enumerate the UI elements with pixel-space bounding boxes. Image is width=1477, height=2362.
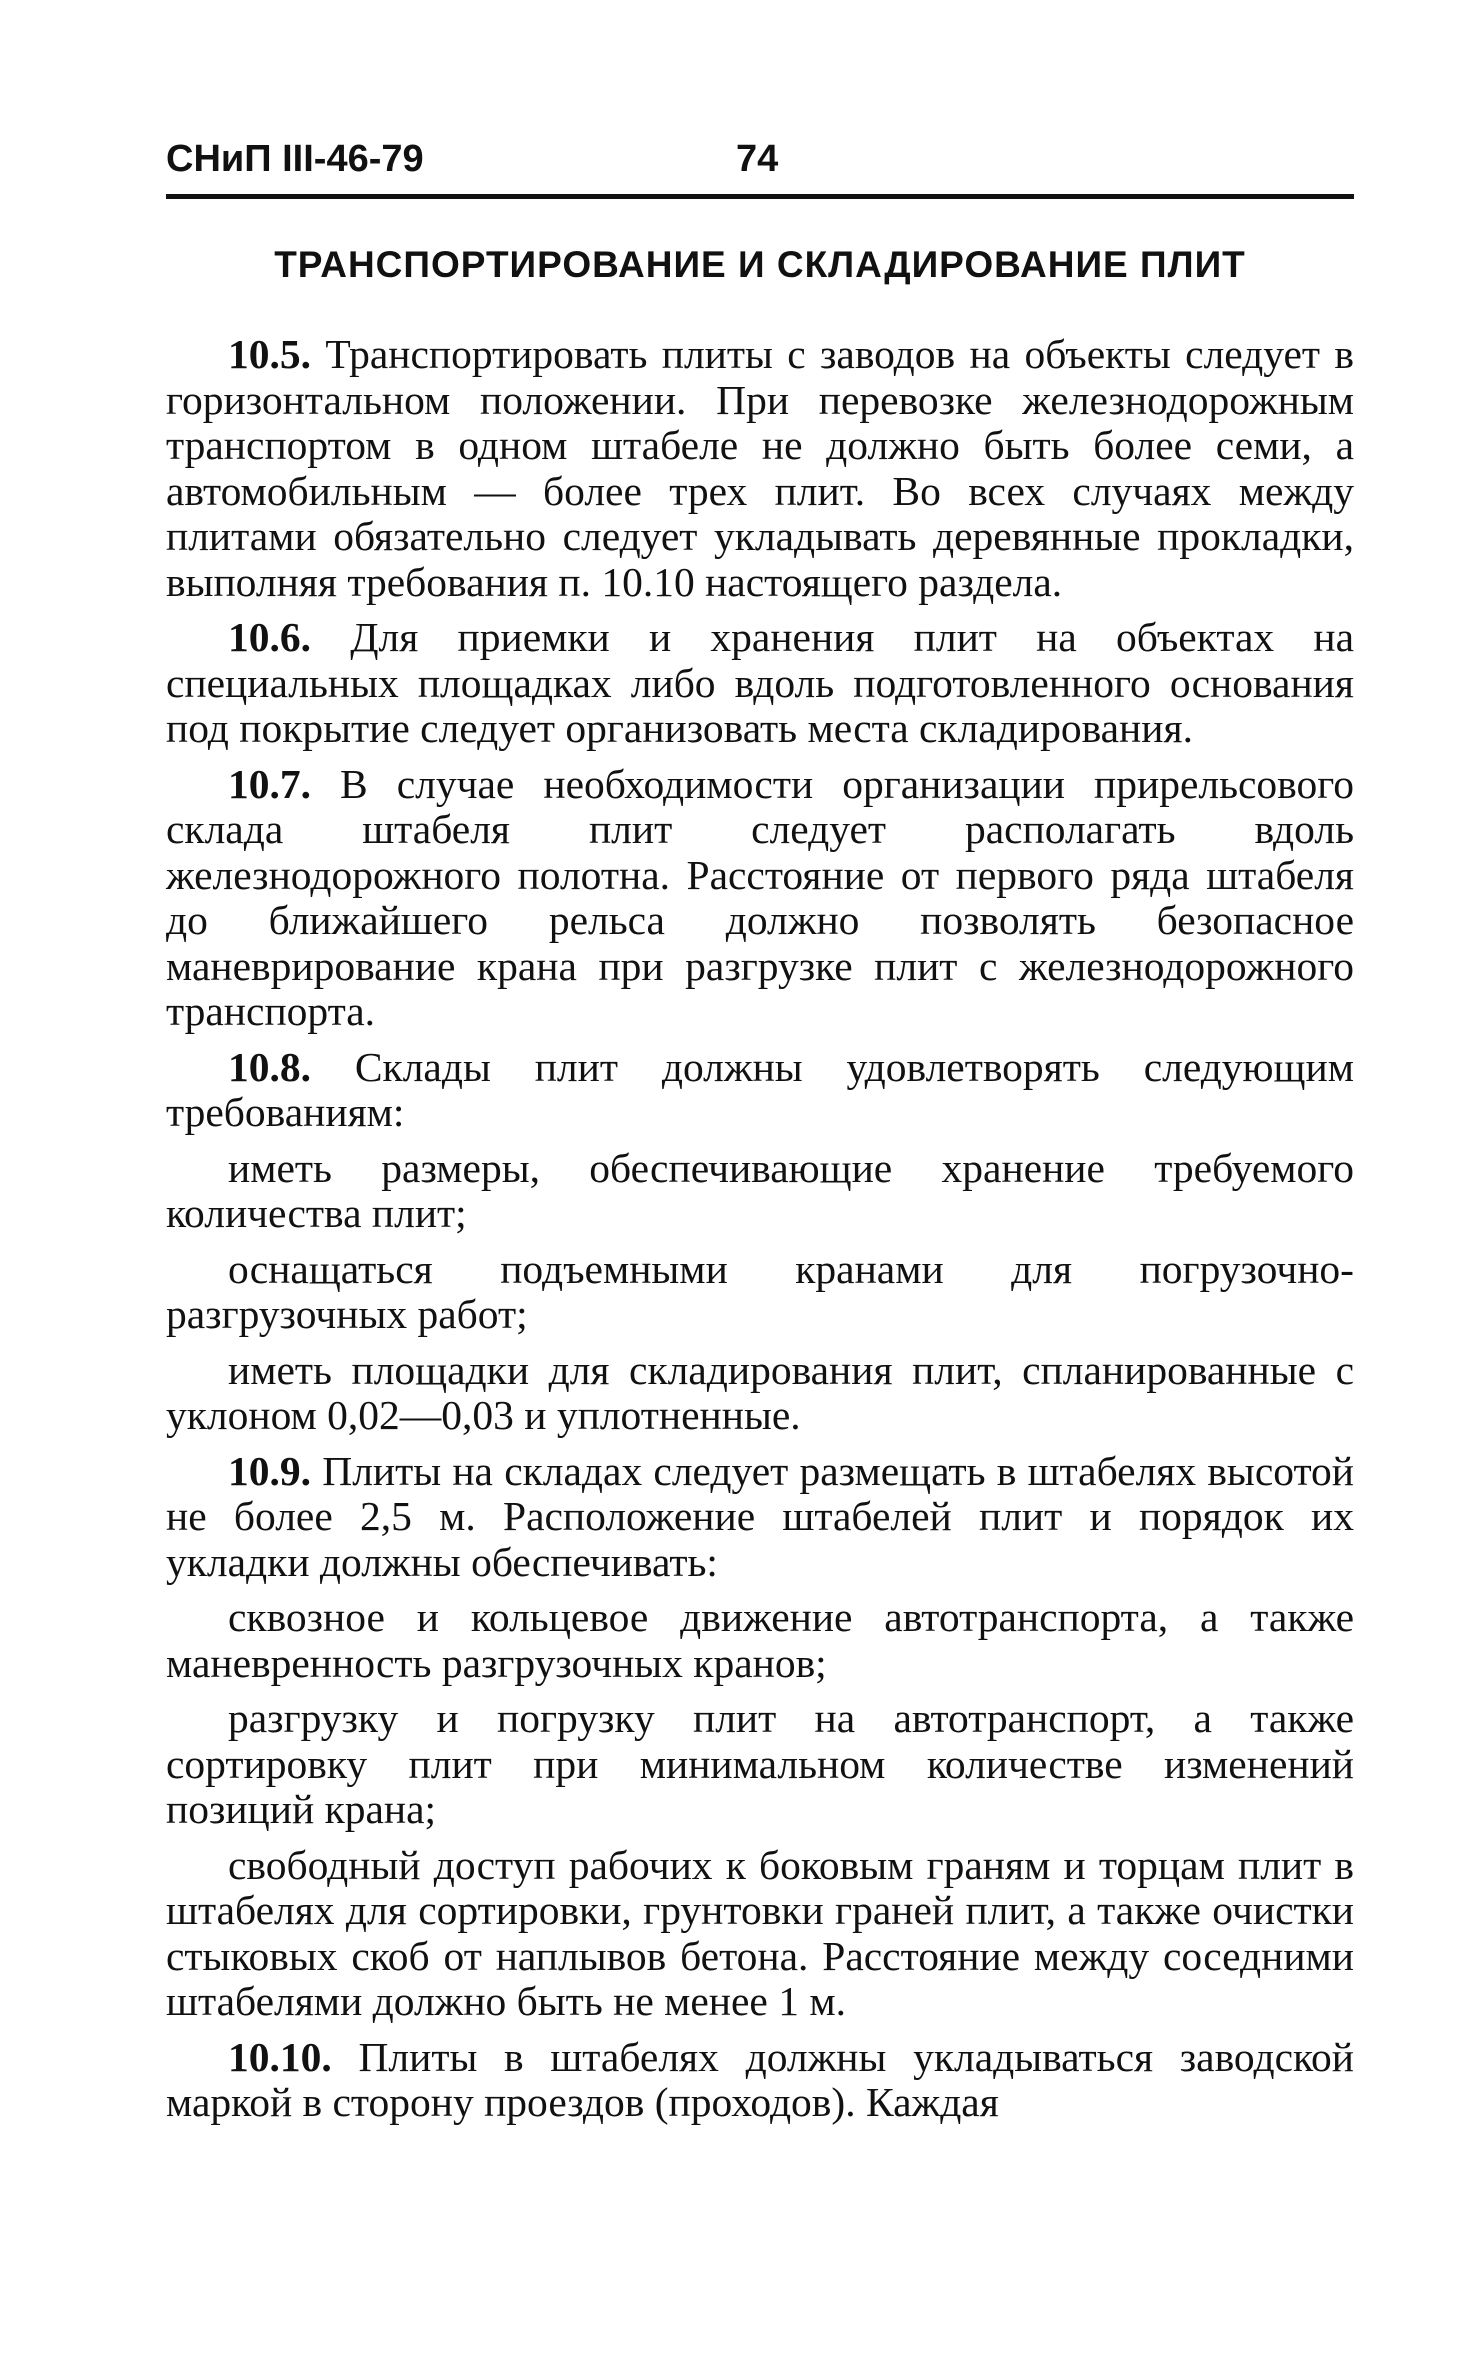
paragraph-text: Для приемки и хранения плит на объектах на специальных площадках либо вдоль подготовленного основания под покрытие следует организовать места складирования. bbox=[166, 614, 1354, 751]
page-number: 74 bbox=[736, 138, 779, 180]
clause-number: 10.7. bbox=[228, 760, 311, 807]
paragraph-text: иметь площадки для складирования плит, спланированные с уклоном 0,02—0,03 и уплотненные. bbox=[166, 1346, 1354, 1438]
paragraph-text: иметь размеры, обеспечивающие хранение требуемого количества плит; bbox=[166, 1144, 1354, 1236]
paragraph-10-6 bbox=[166, 615, 1354, 752]
paragraph-text: свободный доступ рабочих к боковым граням и торцам плит в штабелях для сортировки, грунтовки граней плит, а также очистки стыковых скоб от наплывов бетона. Расстояние между соседними штабелями должно быть не менее 1 м. bbox=[166, 1841, 1354, 2024]
clause-number: 10.5. bbox=[228, 331, 311, 377]
paragraph-10-9 bbox=[166, 1449, 1354, 1586]
paragraph-text: Плиты на складах следует размещать в штабелях высотой не более 2,5 м. Расположение штабелей плит и порядок их укладки должны обеспечивать: bbox=[166, 1447, 1354, 1585]
header-rule bbox=[166, 194, 1354, 199]
paragraph-10-5 bbox=[166, 332, 1354, 605]
paragraph-text: В случае необходимости организации прирельсового склада штабеля плит следует располагать вдоль железнодорожного полотна. Расстояние от первого ряда штабеля до ближайшего рельса должно позволять безопасное маневрирование крана при разгрузке плит с железнодорожного транспорта. bbox=[166, 760, 1354, 1034]
paragraph-text: разгрузку и погрузку плит на автотранспорт, а также сортировку плит при минимальном количестве изменений позиций крана; bbox=[166, 1695, 1354, 1832]
requirement-item bbox=[166, 1247, 1354, 1338]
document-code: СНиП III-46-79 bbox=[166, 138, 424, 180]
paragraph-10-7 bbox=[166, 762, 1354, 1035]
body-text bbox=[166, 332, 1354, 2126]
paragraph-text: сквозное и кольцевое движение автотранспорта, а также маневренность разгрузочных кранов; bbox=[166, 1594, 1354, 1686]
paragraph-text: Склады плит должны удовлетворять следующим требованиям: bbox=[166, 1043, 1354, 1135]
document-page bbox=[166, 130, 1354, 2136]
clause-number: 10.9. bbox=[228, 1447, 311, 1494]
requirement-item bbox=[166, 1696, 1354, 1833]
paragraph-text: Транспортировать плиты с заводов на объекты следует в горизонтальном положении. При перевозке железнодорожным транспортом в одном штабеле не должно быть более семи, а автомобильным — более трех плит. Во всех случаях между плитами обязательно следует укладывать деревянные прокладки, выполняя требования п. 10.10 настоящего раздела. bbox=[166, 331, 1354, 605]
running-header bbox=[166, 130, 1354, 188]
paragraph-10-8 bbox=[166, 1045, 1354, 1136]
requirement-item bbox=[166, 1595, 1354, 1686]
requirement-item bbox=[166, 1843, 1354, 2025]
requirement-item bbox=[166, 1146, 1354, 1237]
requirement-item bbox=[166, 1348, 1354, 1439]
paragraph-text: Плиты в штабелях должны укладываться заводской маркой в сторону проездов (проходов). Каждая bbox=[166, 2033, 1354, 2125]
clause-number: 10.8. bbox=[228, 1043, 311, 1090]
paragraph-text: оснащаться подъемными кранами для погрузочно-разгрузочных работ; bbox=[166, 1245, 1354, 1337]
paragraph-10-10 bbox=[166, 2035, 1354, 2126]
section-title: ТРАНСПОРТИРОВАНИЕ И СКЛАДИРОВАНИЕ ПЛИТ bbox=[274, 244, 1246, 285]
clause-number: 10.6. bbox=[228, 614, 311, 660]
clause-number: 10.10. bbox=[228, 2033, 332, 2080]
